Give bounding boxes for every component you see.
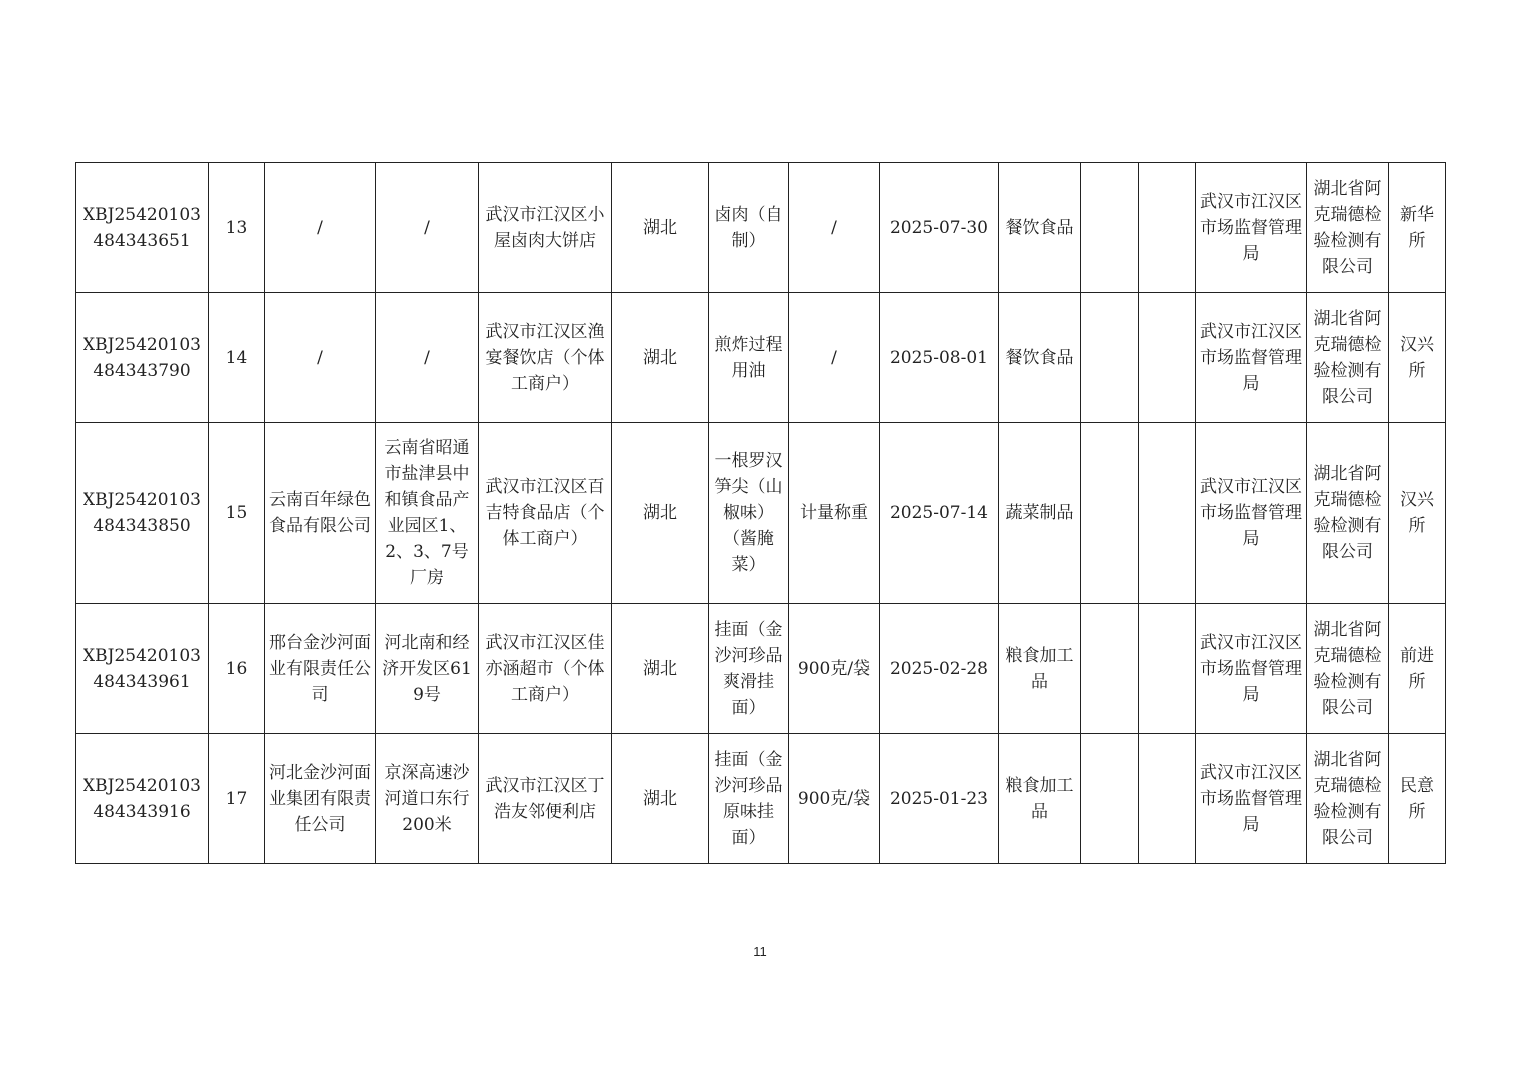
seller-cell: 武汉市江汉区丁浩友邻便利店 — [479, 734, 612, 864]
category-cell: 蔬菜制品 — [999, 423, 1081, 604]
empty-cell — [1081, 423, 1139, 604]
product-cell: 卤肉（自制） — [709, 163, 789, 293]
row-number-cell: 15 — [209, 423, 265, 604]
spec-cell: / — [789, 163, 880, 293]
empty-cell — [1139, 423, 1196, 604]
category-cell: 餐饮食品 — [999, 293, 1081, 423]
manufacturer-address-cell: / — [376, 163, 479, 293]
manufacturer-address-cell: 京深高速沙河道口东行200米 — [376, 734, 479, 864]
manufacturer-address-cell: 云南省昭通市盐津县中和镇食品产业园区1、2、3、7号厂房 — [376, 423, 479, 604]
row-number-cell: 14 — [209, 293, 265, 423]
seller-cell: 武汉市江汉区百吉特食品店（个体工商户） — [479, 423, 612, 604]
empty-cell — [1139, 734, 1196, 864]
spec-cell: / — [789, 293, 880, 423]
seller-cell: 武汉市江汉区渔宴餐饮店（个体工商户） — [479, 293, 612, 423]
product-cell: 挂面（金沙河珍品爽滑挂面） — [709, 604, 789, 734]
table-row — [76, 293, 1446, 423]
office-cell: 前进所 — [1389, 604, 1446, 734]
table-row — [76, 604, 1446, 734]
production-date-cell: 2025-07-30 — [880, 163, 999, 293]
province-cell: 湖北 — [612, 423, 709, 604]
spec-cell: 900克/袋 — [789, 604, 880, 734]
sample-code-cell: XBJ25420103484343916 — [76, 734, 209, 864]
page-number: 11 — [753, 944, 767, 959]
authority-cell: 武汉市江汉区市场监督管理局 — [1196, 163, 1307, 293]
empty-cell — [1081, 734, 1139, 864]
seller-cell: 武汉市江汉区小屋卤肉大饼店 — [479, 163, 612, 293]
row-number-cell: 13 — [209, 163, 265, 293]
row-number-cell: 17 — [209, 734, 265, 864]
sample-code-cell: XBJ25420103484343961 — [76, 604, 209, 734]
manufacturer-cell: / — [265, 163, 376, 293]
sample-code-cell: XBJ25420103484343850 — [76, 423, 209, 604]
lab-cell: 湖北省阿克瑞德检验检测有限公司 — [1307, 734, 1389, 864]
manufacturer-cell: / — [265, 293, 376, 423]
empty-cell — [1081, 604, 1139, 734]
province-cell: 湖北 — [612, 734, 709, 864]
empty-cell — [1139, 293, 1196, 423]
empty-cell — [1139, 604, 1196, 734]
table-row — [76, 734, 1446, 864]
sample-code-cell: XBJ25420103484343790 — [76, 293, 209, 423]
production-date-cell: 2025-01-23 — [880, 734, 999, 864]
spec-cell: 900克/袋 — [789, 734, 880, 864]
product-cell: 煎炸过程用油 — [709, 293, 789, 423]
lab-cell: 湖北省阿克瑞德检验检测有限公司 — [1307, 423, 1389, 604]
production-date-cell: 2025-08-01 — [880, 293, 999, 423]
category-cell: 餐饮食品 — [999, 163, 1081, 293]
seller-cell: 武汉市江汉区佳亦涵超市（个体工商户） — [479, 604, 612, 734]
empty-cell — [1139, 163, 1196, 293]
empty-cell — [1081, 163, 1139, 293]
lab-cell: 湖北省阿克瑞德检验检测有限公司 — [1307, 293, 1389, 423]
sample-code-cell: XBJ25420103484343651 — [76, 163, 209, 293]
manufacturer-address-cell: / — [376, 293, 479, 423]
production-date-cell: 2025-02-28 — [880, 604, 999, 734]
production-date-cell: 2025-07-14 — [880, 423, 999, 604]
lab-cell: 湖北省阿克瑞德检验检测有限公司 — [1307, 604, 1389, 734]
manufacturer-cell: 邢台金沙河面业有限责任公司 — [265, 604, 376, 734]
product-cell: 一根罗汉笋尖（山椒味）（酱腌菜） — [709, 423, 789, 604]
province-cell: 湖北 — [612, 293, 709, 423]
authority-cell: 武汉市江汉区市场监督管理局 — [1196, 604, 1307, 734]
authority-cell: 武汉市江汉区市场监督管理局 — [1196, 734, 1307, 864]
product-cell: 挂面（金沙河珍品原味挂面） — [709, 734, 789, 864]
category-cell: 粮食加工品 — [999, 604, 1081, 734]
spec-cell: 计量称重 — [789, 423, 880, 604]
lab-cell: 湖北省阿克瑞德检验检测有限公司 — [1307, 163, 1389, 293]
manufacturer-cell: 云南百年绿色食品有限公司 — [265, 423, 376, 604]
empty-cell — [1081, 293, 1139, 423]
office-cell: 民意所 — [1389, 734, 1446, 864]
manufacturer-cell: 河北金沙河面业集团有限责任公司 — [265, 734, 376, 864]
office-cell: 汉兴所 — [1389, 293, 1446, 423]
office-cell: 汉兴所 — [1389, 423, 1446, 604]
province-cell: 湖北 — [612, 604, 709, 734]
authority-cell: 武汉市江汉区市场监督管理局 — [1196, 293, 1307, 423]
table-row — [76, 163, 1446, 293]
province-cell: 湖北 — [612, 163, 709, 293]
office-cell: 新华所 — [1389, 163, 1446, 293]
manufacturer-address-cell: 河北南和经济开发区619号 — [376, 604, 479, 734]
sampling-results-table — [75, 162, 1446, 864]
row-number-cell: 16 — [209, 604, 265, 734]
table-row — [76, 423, 1446, 604]
authority-cell: 武汉市江汉区市场监督管理局 — [1196, 423, 1307, 604]
category-cell: 粮食加工品 — [999, 734, 1081, 864]
